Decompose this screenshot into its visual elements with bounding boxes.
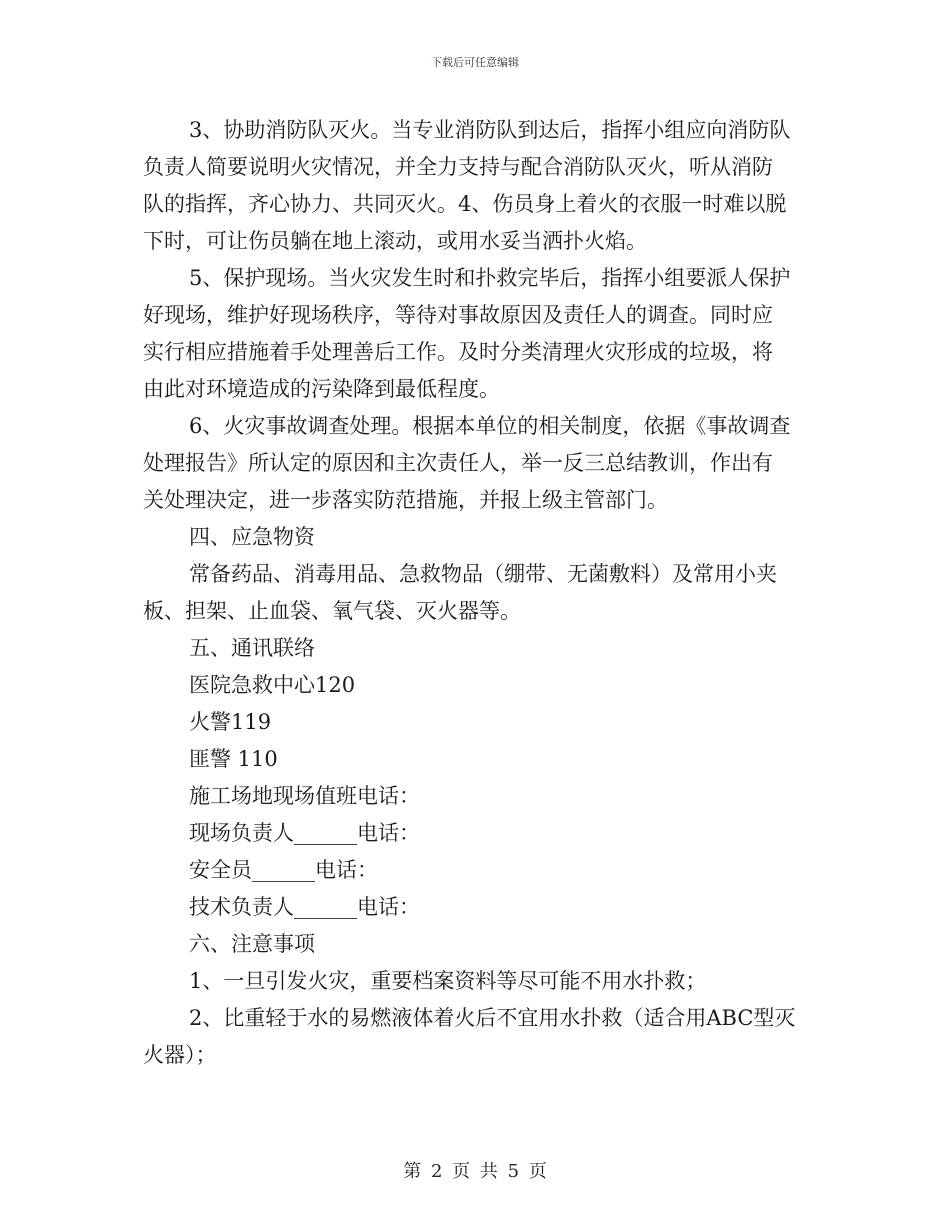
section-heading: 六、注意事项: [189, 932, 315, 956]
contact-line: 安全员______电话：: [189, 858, 378, 882]
paragraph-line: 火器）；: [143, 1043, 217, 1067]
contact-line: 技术负责人______电话：: [189, 895, 420, 919]
paragraph-line: 常备药品、消毒用品、急救物品（绷带、无菌敷料）及常用小夹: [189, 562, 777, 586]
paragraph-line: 1、一旦引发火灾，重要档案资料等尽可能不用水扑救；: [189, 969, 707, 993]
page-number: 第 2 页 共 5 页: [403, 1161, 547, 1182]
contact-line: 医院急救中心120: [189, 673, 356, 697]
paragraph-line: 由此对环境造成的污染降到最低程度。: [143, 377, 500, 401]
paragraph-line: 2、比重轻于水的易燃液体着火后不宜用水扑救（适合用ABC型灭: [189, 1006, 796, 1030]
paragraph-line: 好现场，维护好现场秩序，等待对事故原因及责任人的调查。同时应: [143, 303, 773, 327]
contact-line: 火警119: [189, 710, 272, 734]
paragraph-line: 处理报告》所认定的原因和主次责任人，举一反三总结教训，作出有: [143, 451, 773, 475]
paragraph-line: 板、担架、止血袋、氧气袋、灭火器等。: [143, 599, 521, 623]
paragraph-line: 关处理决定，进一步落实防范措施，并报上级主管部门。: [143, 488, 668, 512]
paragraph-line: 5、保护现场。当火灾发生时和扑救完毕后，指挥小组要派人保护: [189, 266, 791, 290]
paragraph-line: 3、协助消防队灭火。当专业消防队到达后，指挥小组应向消防队: [189, 118, 791, 142]
paragraph-line: 队的指挥，齐心协力、共同灭火。4、伤员身上着火的衣服一时难以脱: [143, 192, 787, 216]
paragraph-line: 实行相应措施着手处理善后工作。及时分类清理火灾形成的垃圾，将: [143, 340, 773, 364]
section-heading: 四、应急物资: [189, 525, 315, 549]
contact-line: 施工场地现场值班电话：: [189, 784, 420, 808]
paragraph-line: 下时，可让伤员躺在地上滚动，或用水妥当洒扑火焰。: [143, 229, 647, 253]
paragraph-line: 负责人简要说明火灾情况，并全力支持与配合消防队灭火，听从消防: [143, 155, 773, 179]
paragraph-line: 6、火灾事故调查处理。根据本单位的相关制度，依据《事故调查: [189, 414, 791, 438]
contact-line: 匪警 110: [189, 747, 278, 771]
section-heading: 五、通讯联络: [189, 636, 315, 660]
page-header: 下载后可任意编辑: [431, 56, 519, 69]
contact-line: 现场负责人______电话：: [189, 821, 420, 845]
